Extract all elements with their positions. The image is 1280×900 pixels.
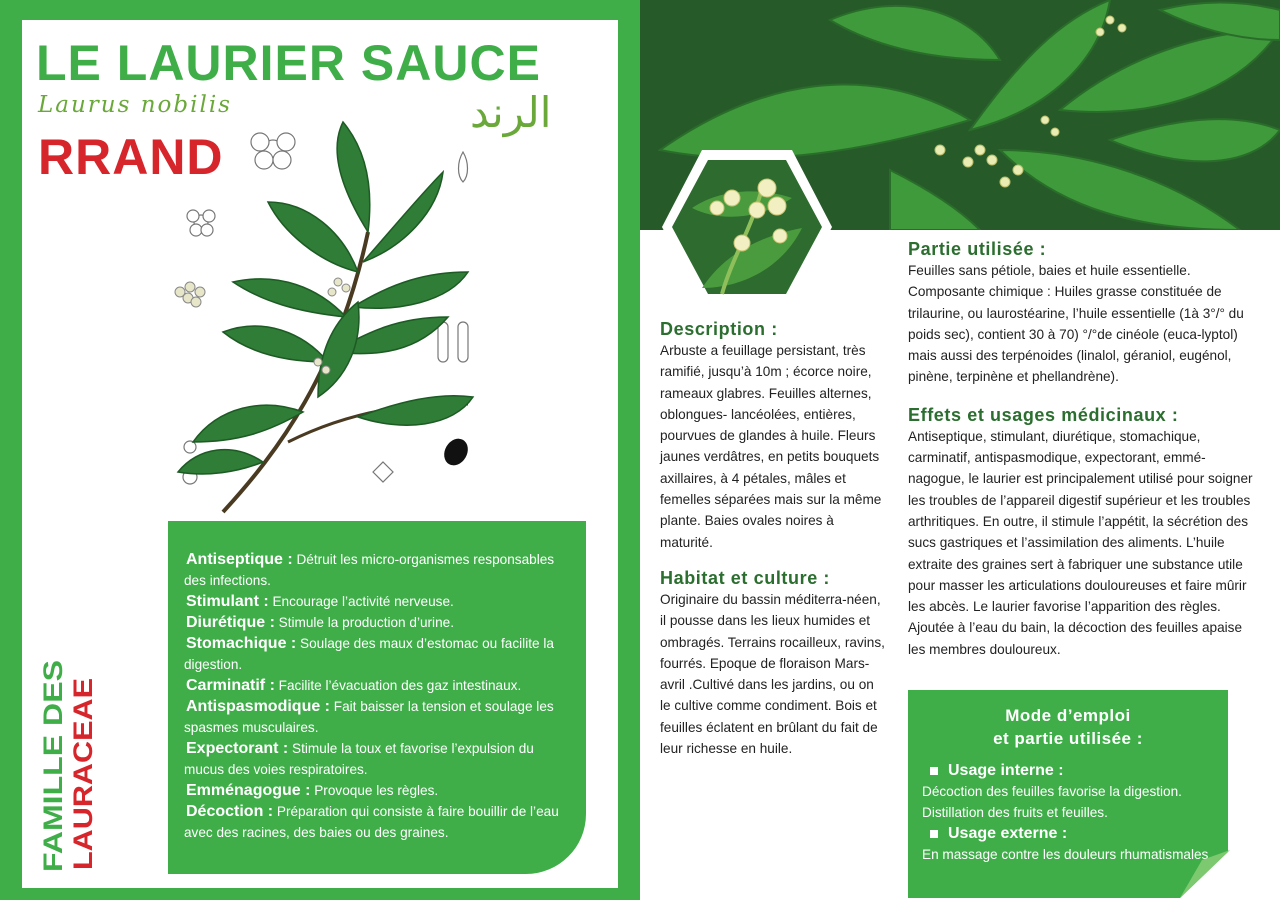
page-title: LE LAURIER SAUCE: [36, 35, 541, 91]
habitat-text: Originaire du bassin méditerra-néen, il pousse dans les lieux humides et ombragés. Terrains rocailleux, ravins, fourrés. Epoque de floraison Mars- avril .Cultivé dans les jardins, ou on le cultive comme condiment. Bois et feuilles éclatent en brûlant du fait de leur richesse en huile.: [660, 591, 885, 757]
mode-title-line1: Mode d’emploi: [1005, 706, 1131, 725]
description-text: Arbuste a feuillage persistant, très ramifié, jusqu’à 10m ; écorce noire, rameaux glabres. Feuilles alternes, oblongues- lancéolées, entières, pourvues de glandes à huile. Fleurs jaunes verdâtres, en petits bouquets axillaires, à 4 pétales, mâles et femelles séparées mais sur la même plante. Baies ovales noires à maturité.: [660, 343, 882, 550]
property-item: Emménagogue : Provoque les règles.: [186, 782, 439, 799]
property-item: Décoction : Préparation qui consiste à faire bouillir de l’eau avec des racines, des baies ou des graines.: [184, 803, 559, 840]
properties-box: [168, 521, 586, 874]
usage-interne-text1: Décoction des feuilles favorise la digestion.: [922, 784, 1182, 799]
family-line2: LAURACEAE: [68, 700, 98, 870]
family-line1: FAMILLE DES: [38, 693, 68, 872]
effects-heading: Effets et usages médicinaux :: [908, 404, 1179, 425]
part-used-text: Feuilles sans pétiole, baies et huile essentielle. Composante chimique : Huiles grasse constituée de trilaurine, ou laurostéarine, l’huile essentielle (1à 3°/° du poids sec), contient 30 à 70) °/°de cinéole (euca-lyptol) mais aussi des terpénoides (linalol, géraniol, eugénol, pinène, terpinène et phellandrène).: [908, 263, 1244, 385]
right-column: [908, 238, 1253, 660]
arabic-name: الرند: [470, 88, 552, 137]
description-heading: Description :: [660, 319, 778, 339]
bullet-square-icon: [930, 830, 938, 838]
usage-interne-label: Usage interne :: [922, 760, 1214, 781]
property-item: Carminatif : Facilite l’évacuation des gaz intestinaux.: [186, 677, 522, 694]
property-item: Antispasmodique : Fait baisser la tension et soulage les spasmes musculaires.: [184, 698, 554, 735]
property-item: Expectorant : Stimule la toux et favorise l’expulsion du mucus des voies respiratoires.: [184, 740, 534, 777]
usage-externe-label: Usage externe :: [922, 823, 1214, 844]
property-item: Stomachique : Soulage des maux d’estomac ou facilite la digestion.: [184, 635, 554, 672]
local-name: RRAND: [38, 129, 224, 185]
family-label: [30, 658, 100, 876]
property-item: Diurétique : Stimule la production d’urine.: [186, 614, 454, 631]
latin-name: Laurus nobilis: [38, 92, 232, 118]
part-used-heading: Partie utilisée :: [908, 239, 1047, 259]
property-item: Stimulant : Encourage l’activité nerveuse.: [186, 593, 454, 610]
usage-externe-text: En massage contre les douleurs rhumatismales.: [922, 847, 1213, 862]
flower-hexagon-image: [662, 148, 832, 306]
bullet-square-icon: [930, 767, 938, 775]
botanical-illustration: [168, 112, 488, 522]
habitat-heading: Habitat et culture :: [660, 567, 831, 588]
property-item: Antiseptique : Détruit les micro-organismes responsables des infections.: [184, 551, 555, 588]
middle-column: [660, 318, 888, 759]
page-curl-icon: [1180, 850, 1230, 898]
usage-interne-text2: Distillation des fruits et feuilles.: [922, 805, 1108, 820]
mode-title-line2: et partie utilisée :: [993, 729, 1143, 748]
effects-text: Antiseptique, stimulant, diurétique, stomachique, carminatif, antispasmodique, expectorant, emmé-nagogue, le laurier est principalement utilisé pour soigner les troubles de l’appareil digestif supérieur et les troubles arthritiques. En outre, il stimule l’appétit, la sécrétion des sucs gastriques et l’assimilation des aliments. L’huile extraite des graines sert à fabriquer une substance utile pour masser les articulations douloureuses et faire mûrir les abcès. Le laurier favorise l’apparition des règles. Ajoutée à l’eau du bain, la décoction des feuilles apaise les membres douloureux.: [908, 428, 1253, 657]
